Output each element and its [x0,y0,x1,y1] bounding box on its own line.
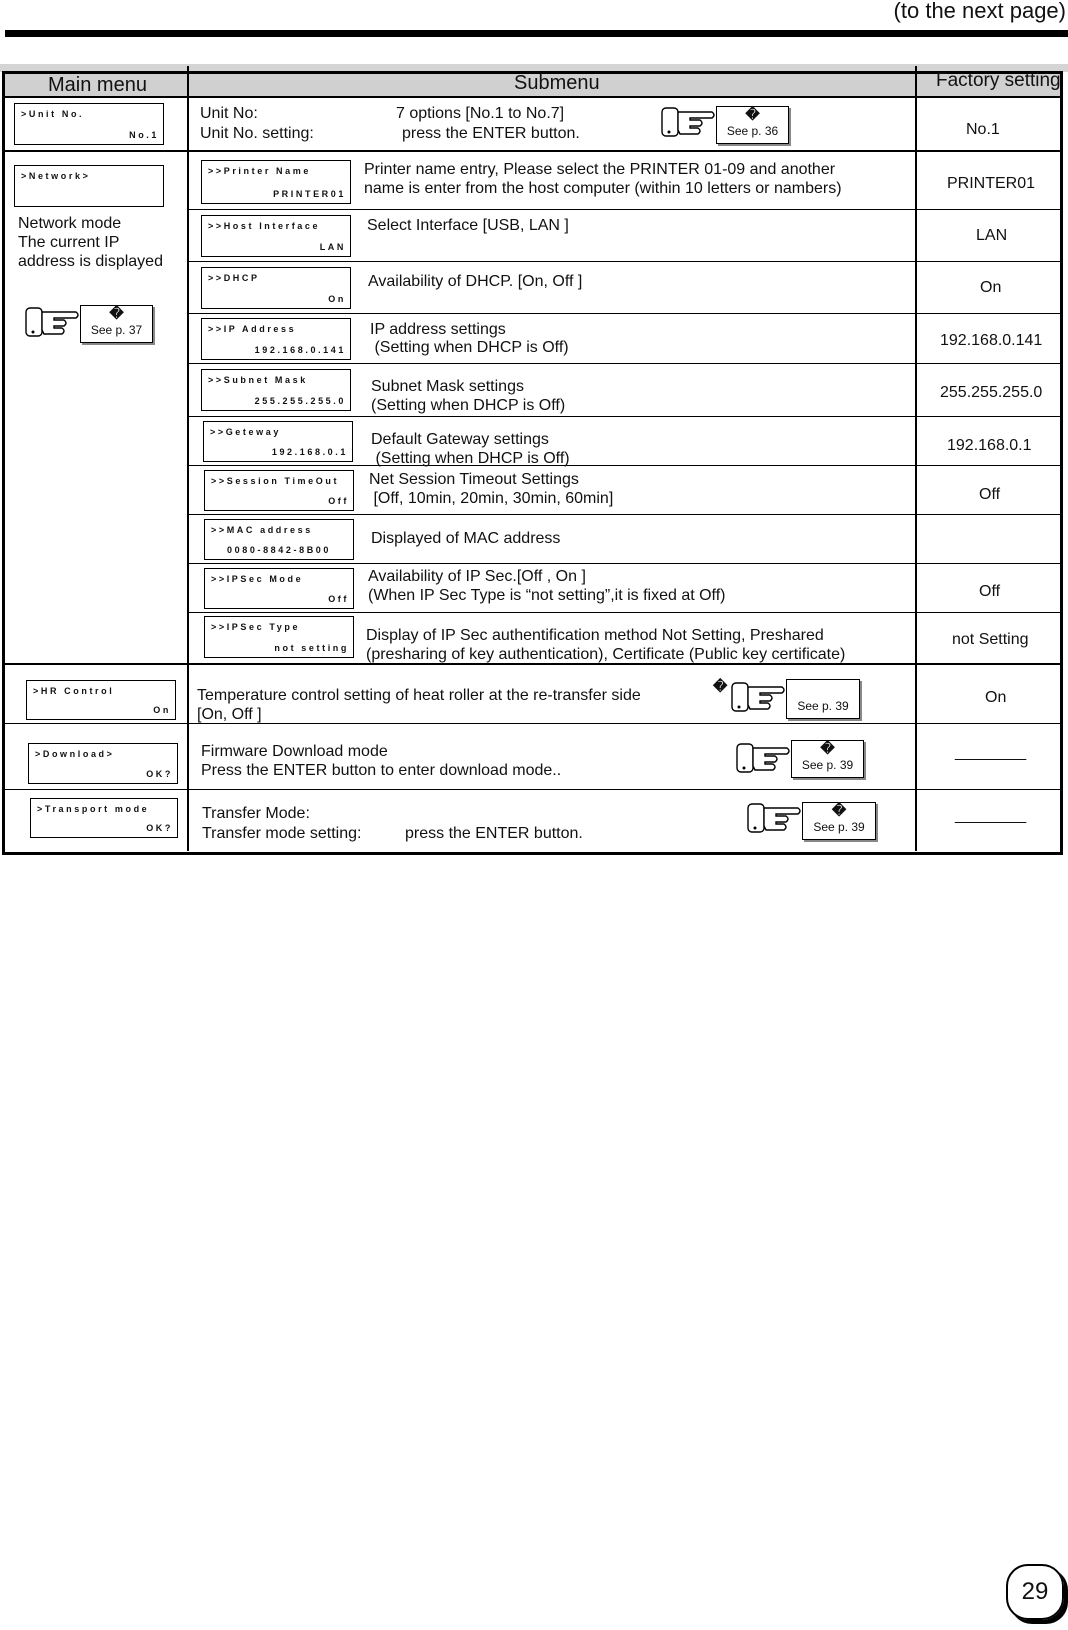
reference-transport [746,796,865,841]
lcd-ip-address [201,318,351,360]
row-divider [189,363,1060,364]
lcd-line-1: >>DHCP [208,273,260,283]
lcd-line-1: >>Host Interface [208,221,321,231]
lcd-session-timeout [204,470,354,511]
lcd-line-2: On [328,294,346,304]
lcd-line-1: >>IP Address [208,324,297,334]
column-divider-main [187,66,189,851]
factory-ipsec-mode: Off [979,583,1001,600]
pointing-hand-icon [735,736,791,776]
unit-value-1: 7 options [No.1 to No.7] [396,105,565,122]
lcd-line-1: >Transport mode [37,804,150,814]
row-divider [189,465,1060,466]
gateway-desc-2: (Setting when DHCP is Off) [371,450,570,467]
session-timeout-desc-2: [Off, 10min, 20min, 30min, 60min] [369,490,614,507]
factory-download: ________ [955,744,1027,761]
lcd-line-2: 192.168.0.1 [271,447,348,457]
download-desc-2: Press the ENTER button to enter download mode.. [201,762,562,779]
lcd-line-2: Off [328,594,349,604]
factory-unit-no: No.1 [966,121,1000,138]
lcd-mac-address [204,519,354,560]
row-divider [189,563,1060,564]
lcd-line-2: not setting [274,643,349,653]
lcd-transport-mode [30,798,178,838]
factory-subnet-mask: 255.255.255.0 [940,384,1043,401]
reference-download [735,736,854,781]
hr-desc-2: [On, Off ] [197,706,262,723]
lcd-line-2: 0080-8842-8B00 [227,545,331,555]
lcd-line-2: 255.255.255.0 [254,396,346,406]
lcd-line-1: >>IPSec Type [211,622,301,632]
reference-unit [660,100,779,145]
ip-address-desc-1: IP address settings [370,321,506,338]
lcd-line-1: >Download> [35,749,115,759]
lcd-line-2: Off [328,496,349,506]
lcd-line-2: 192.168.0.141 [254,345,346,355]
printer-name-desc-2: name is enter from the host computer (within 10 letters or nambers) [364,180,842,197]
mac-address-desc-1: Displayed of MAC address [371,530,561,547]
top-rule [5,30,1068,37]
lcd-download [28,743,178,784]
lcd-printer-name [201,160,351,204]
lcd-line-1: >Unit No. [21,109,85,119]
row-divider [189,313,1060,314]
ref-mark: � [713,678,728,694]
lcd-line-2: LAN [319,242,346,252]
lcd-line-1: >>IPSec Mode [211,574,304,584]
lcd-line-1: >>Subnet Mask [208,375,308,385]
transport-label-2: Transfer mode setting: [202,825,362,842]
row-divider [189,261,1060,262]
ipsec-type-desc-1: Display of IP Sec authentification method Not Setting, Preshared [366,627,824,644]
lcd-line-1: >>Geteway [210,427,281,437]
factory-host-interface: LAN [976,227,1008,244]
ipsec-mode-desc-2: (When IP Sec Type is “not setting”,it is fixed at Off) [368,587,726,604]
network-note-1: Network mode [18,215,122,232]
row-divider [189,612,1060,613]
network-note-3: address is displayed [18,253,163,270]
printer-name-desc-1: Printer name entry, Please select the PRINTER 01-09 and another [364,161,836,178]
row-divider [5,789,1060,790]
factory-ipsec-type: not Setting [952,631,1029,648]
row-divider [189,416,1060,417]
dhcp-desc-1: Availability of DHCP. [On, Off ] [368,273,583,290]
lcd-gateway [203,421,353,462]
session-timeout-desc-1: Net Session Timeout Settings [369,471,579,488]
lcd-line-1: >>MAC address [211,525,313,535]
factory-printer-name: PRINTER01 [947,175,1036,192]
subnet-mask-desc-2: (Setting when DHCP is Off) [371,397,566,414]
reference-hr [730,675,849,720]
row-divider [189,209,1060,210]
ref-mark: � [745,106,760,122]
lcd-dhcp [201,267,351,309]
factory-hr-control: On [985,689,1007,706]
ipsec-mode-desc-1: Availability of IP Sec.[Off , On ] [368,568,586,585]
lcd-line-1: >>Printer Name [208,166,311,176]
lcd-line-2: OK? [146,823,173,833]
unit-value-2: press the ENTER button. [402,125,580,142]
lcd-line-2: OK? [146,769,173,779]
transport-value-2: press the ENTER button. [405,825,583,842]
row-divider [5,723,1060,724]
ref-page: See p. 39 [801,758,854,772]
gateway-desc-1: Default Gateway settings [371,431,549,448]
lcd-line-1: >>Session TimeOut [211,476,340,486]
ref-page: See p. 39 [813,820,865,834]
lcd-line-2: No.1 [129,130,159,140]
pointing-hand-icon [730,675,786,715]
factory-transport-mode: ________ [955,807,1027,824]
subnet-mask-desc-1: Subnet Mask settings [371,378,524,395]
ref-mark: � [820,740,835,756]
factory-session-timeout: Off [979,486,1001,503]
lcd-hr-control [26,680,176,720]
header-main-menu: Main menu [48,74,147,96]
reference-network [24,300,143,345]
lcd-ipsec-mode [204,568,354,609]
hr-desc-1: Temperature control setting of heat roller at the re-transfer side [197,687,641,704]
transport-desc-1: Transfer Mode: [202,805,310,822]
pointing-hand-icon [24,300,80,340]
page-number: 29 [1006,1564,1064,1620]
lcd-unit-no [14,103,164,145]
row-divider [189,514,1060,515]
ref-page: See p. 37 [90,323,143,337]
ref-page: See p. 36 [726,124,779,138]
ref-page: See p. 39 [797,699,849,713]
factory-ip-address: 192.168.0.141 [940,332,1043,349]
lcd-line-2: On [153,705,171,715]
lcd-line-1: >HR Control [33,686,115,696]
header-rule [5,96,1060,98]
factory-dhcp: On [980,279,1002,296]
lcd-line-1: >Network> [21,171,91,181]
factory-gateway: 192.168.0.1 [947,437,1032,454]
download-desc-1: Firmware Download mode [201,743,388,760]
lcd-ipsec-type [204,616,354,658]
header-submenu: Submenu [514,72,600,94]
lcd-network [14,165,164,207]
unit-label-1: Unit No: [200,105,258,122]
lcd-host-interface [201,215,351,257]
header-factory-setting: Factory setting [936,70,1061,91]
ref-mark: � [109,305,124,321]
lcd-subnet-mask [201,369,351,411]
unit-label-2: Unit No. setting: [200,125,314,142]
network-note-2: The current IP [18,234,120,251]
ipsec-type-desc-2: (presharing of key authentication), Certificate (Public key certificate) [366,646,846,663]
ref-mark: � [831,802,847,818]
host-interface-desc-1: Select Interface [USB, LAN ] [367,217,569,234]
continuation-note: (to the next page) [893,0,1066,23]
ip-address-desc-2: (Setting when DHCP is Off) [370,339,569,356]
pointing-hand-icon [660,100,716,140]
lcd-line-2: PRINTER01 [273,189,346,199]
pointing-hand-icon [746,796,802,836]
row-divider [5,150,1060,152]
column-divider-factory [915,66,917,851]
